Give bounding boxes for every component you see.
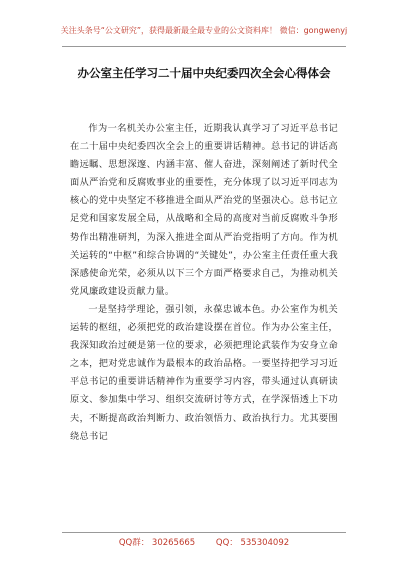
footer-divider [62, 532, 346, 533]
paragraph-point-one: 一是坚持学理论，强引领，永葆忠诚本色。办公室作为机关运转的枢纽，必须把党的政治建设摆在首位。作为办公室主任，我深知政治过硬是第一位的要求，必须把理论武装作为安身立命之本，把对党忠诚作为最根本的政治品格。一要坚持把学习习近平总书记的重要讲话精神作为重要学习内容，带头通过认真研读原文、参加集中学习、组织交流研讨等方式，在学深悟透上下功夫，不断提高政治判断力、政治领悟力、政治执行力。尤其要围绕总书记 [70, 303, 338, 442]
footer-contacts [0, 538, 408, 549]
header-note: 关注头条号“公文研究”，获得最新最全最专业的公文资料库！ 微信：gongwenyj [60, 26, 348, 35]
header-divider [62, 46, 346, 47]
document-title: 办公室主任学习二十届中央纪委四次全会心得体会 [77, 66, 331, 80]
paragraph-intro: 作为一名机关办公室主任，近期我认真学习了习近平总书记在二十届中央纪委四次全会上的重要讲话精神。总书记的讲话高瞻远瞩、思想深邃、内涵丰富、催人奋进，深刻阐述了新时代全面从严治党和反腐败事业的重要性，充分体现了以习近平同志为核心的党中央坚定不移推进全面从严治党的坚强决心。总书记立足党和国家发展全局，从战略和全局的高度对当前反腐败斗争形势作出精准研判，为深入推进全面从严治党指明了方向。作为机关运转的“中枢”和综合协调的“关键处”，办公室主任责任重大我深感使命光荣，必须从以下三个方面严格要求自己，为推动机关党风廉政建设贡献力量。 [70, 123, 338, 297]
footer-qq-group: QQ群： 30265665 [118, 538, 196, 548]
footer-qq-number: QQ： 535304092 [215, 538, 290, 548]
document-body [70, 120, 338, 530]
